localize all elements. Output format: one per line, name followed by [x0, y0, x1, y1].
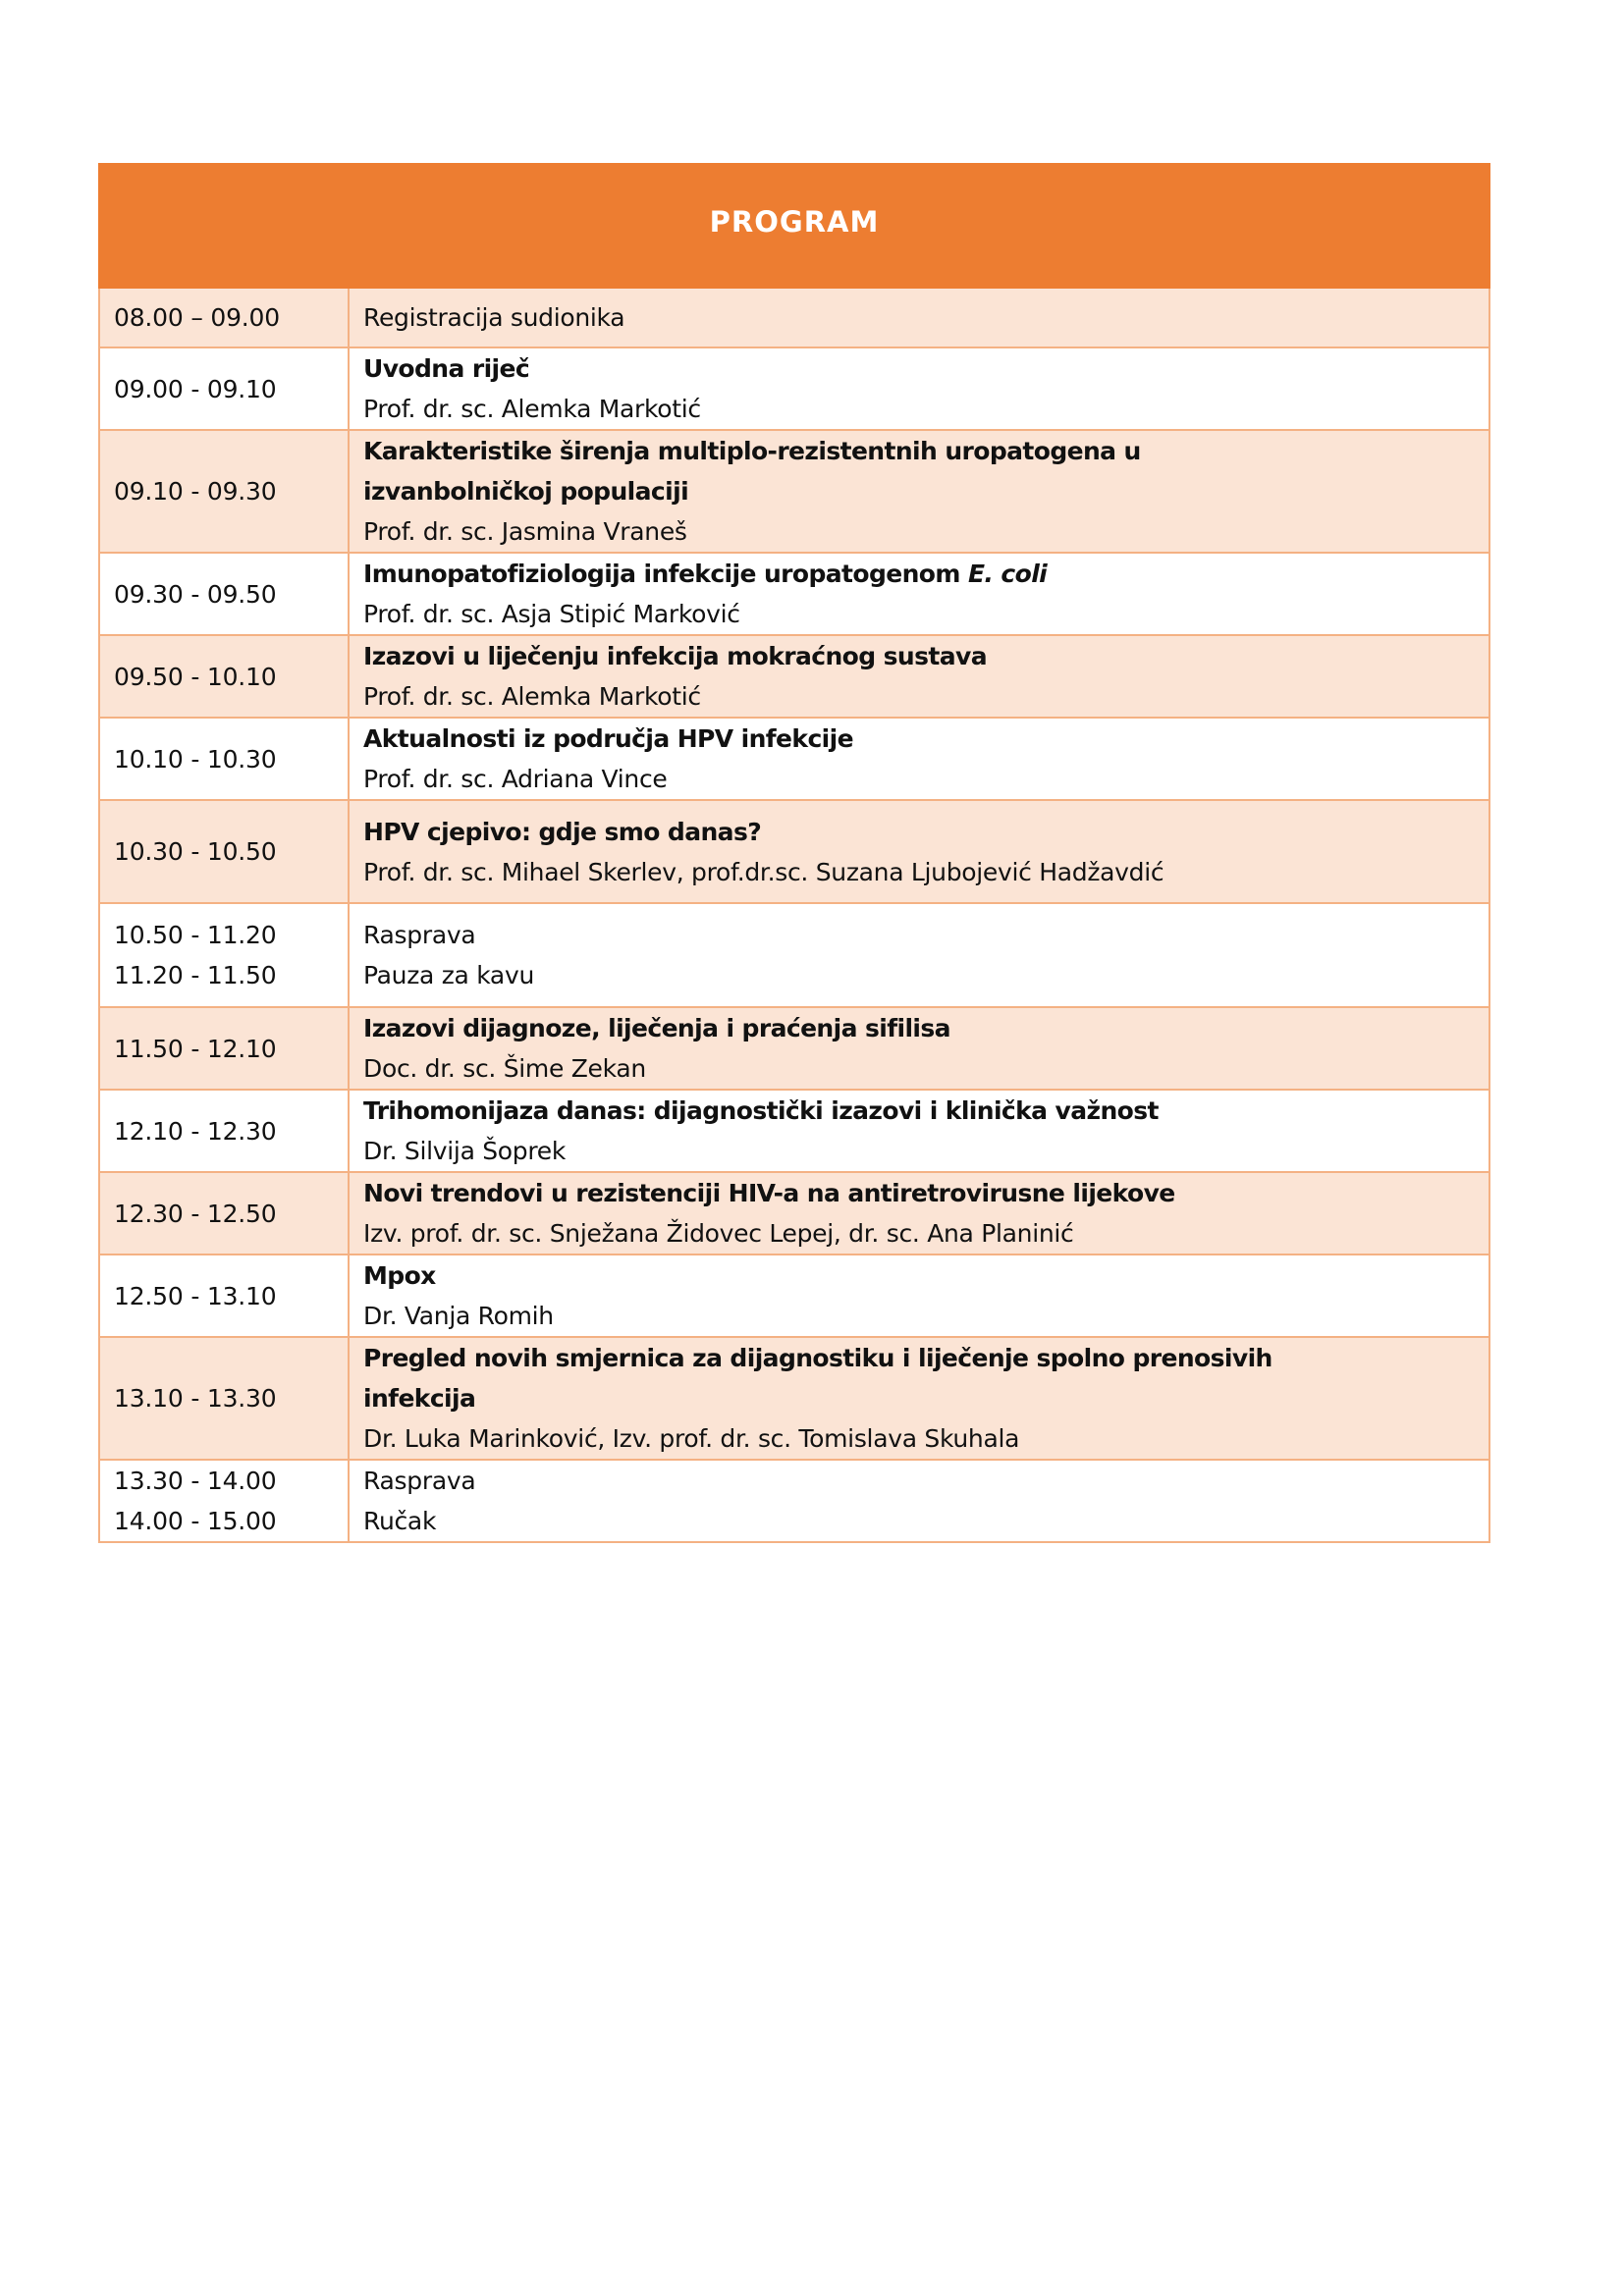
time-range: 12.30 - 12.50 [114, 1199, 277, 1228]
session-cell [349, 288, 1489, 347]
program-header [99, 164, 1489, 288]
program-table [98, 163, 1490, 1543]
line-text: Karakteristike širenja multiplo-rezistentnih uropatogena u [363, 437, 1141, 465]
line-text: HPV cjepivo: gdje smo danas? [363, 817, 762, 846]
session-title [363, 719, 1489, 759]
session-item [363, 955, 1489, 995]
session-item [363, 297, 1489, 338]
schedule-row [99, 1172, 1489, 1255]
program-title: PROGRAM [709, 205, 880, 239]
line-text: Mpox [363, 1261, 436, 1290]
time-cell [99, 1007, 349, 1090]
session-title [363, 1338, 1489, 1378]
time-cell [99, 288, 349, 347]
session-cell [349, 430, 1489, 553]
schedule-row [99, 635, 1489, 718]
line-text: Pregled novih smjernica za dijagnostiku i liječenje spolno prenosivih [363, 1344, 1272, 1372]
session-title [363, 554, 1489, 594]
time-range: 13.10 - 13.30 [114, 1384, 277, 1413]
line-text: Ručak [363, 1507, 437, 1535]
line-text: Registracija sudionika [363, 303, 625, 332]
session-speaker [363, 594, 1489, 634]
session-cell [349, 800, 1489, 903]
line-text: izvanbolničkoj populaciji [363, 477, 689, 506]
time-range: 14.00 - 15.00 [114, 1507, 277, 1535]
session-title [363, 348, 1489, 389]
session-speaker [363, 1418, 1489, 1459]
time-cell [99, 1090, 349, 1172]
schedule-row [99, 1255, 1489, 1337]
schedule-row [99, 1460, 1489, 1542]
time-range: 10.30 - 10.50 [114, 837, 277, 866]
line-text: Uvodna riječ [363, 354, 530, 383]
session-title [363, 636, 1489, 676]
session-title [363, 1008, 1489, 1048]
time-cell [99, 635, 349, 718]
session-title [363, 812, 1489, 852]
time-range: 13.30 - 14.00 [114, 1467, 277, 1495]
line-text: Prof. dr. sc. Adriana Vince [363, 765, 668, 793]
session-cell [349, 553, 1489, 635]
line-text: Izv. prof. dr. sc. Snježana Židovec Lepej, dr. sc. Ana Planinić [363, 1219, 1074, 1248]
time-range: 12.10 - 12.30 [114, 1116, 277, 1146]
session-speaker [363, 1048, 1489, 1089]
time-cell [99, 347, 349, 430]
session-title [363, 471, 1489, 511]
session-title [363, 1255, 1489, 1296]
time-cell [99, 1255, 349, 1337]
line-text: Prof. dr. sc. Alemka Markotić [363, 395, 701, 423]
time-range: 09.50 - 10.10 [114, 662, 277, 691]
time-cell [99, 800, 349, 903]
line-text: Dr. Vanja Romih [363, 1302, 554, 1330]
time-cell [99, 1172, 349, 1255]
line-text: Imunopatofiziologija infekcije uropatogenom [363, 560, 968, 588]
session-cell [349, 1255, 1489, 1337]
line-text: Dr. Luka Marinković, Izv. prof. dr. sc. Tomislava Skuhala [363, 1424, 1020, 1453]
schedule-row [99, 430, 1489, 553]
session-cell [349, 1337, 1489, 1460]
line-text: infekcija [363, 1384, 476, 1413]
session-speaker [363, 1213, 1489, 1254]
session-cell [349, 718, 1489, 800]
session-cell [349, 347, 1489, 430]
line-text: Prof. dr. sc. Asja Stipić Marković [363, 600, 740, 628]
schedule-row [99, 553, 1489, 635]
italic-term: E. coli [967, 560, 1048, 588]
line-text: Aktualnosti iz područja HPV infekcije [363, 724, 853, 753]
time-range: 11.20 - 11.50 [114, 961, 277, 989]
session-speaker [363, 511, 1489, 552]
line-text: Doc. dr. sc. Šime Zekan [363, 1054, 646, 1083]
time-cell [99, 553, 349, 635]
schedule-row [99, 718, 1489, 800]
schedule-row [99, 1090, 1489, 1172]
time-range: 10.10 - 10.30 [114, 744, 277, 774]
session-title [363, 1173, 1489, 1213]
schedule-row [99, 903, 1489, 1007]
session-cell [349, 1090, 1489, 1172]
session-speaker [363, 676, 1489, 717]
line-text: Trihomonijaza danas: dijagnostički izazovi i klinička važnost [363, 1096, 1159, 1125]
program-header-row [99, 164, 1489, 288]
line-text: Dr. Silvija Šoprek [363, 1137, 567, 1165]
time-range: 09.10 - 09.30 [114, 477, 277, 506]
session-cell [349, 1007, 1489, 1090]
line-text: Rasprava [363, 1467, 476, 1495]
time-range: 09.00 - 09.10 [114, 374, 277, 403]
session-item [363, 1501, 1489, 1541]
session-title [363, 431, 1489, 471]
line-text: Prof. dr. sc. Alemka Markotić [363, 682, 701, 711]
time-cell [99, 1460, 349, 1542]
session-item [363, 1461, 1489, 1501]
session-cell [349, 635, 1489, 718]
session-cell [349, 1172, 1489, 1255]
time-range: 09.30 - 09.50 [114, 579, 277, 609]
line-text: Prof. dr. sc. Jasmina Vraneš [363, 517, 687, 546]
line-text: Novi trendovi u rezistenciji HIV-a na antiretrovirusne lijekove [363, 1179, 1175, 1207]
session-cell [349, 903, 1489, 1007]
session-speaker [363, 389, 1489, 429]
schedule-row [99, 288, 1489, 347]
schedule-row [99, 800, 1489, 903]
schedule-row [99, 347, 1489, 430]
session-speaker [363, 1131, 1489, 1171]
line-text: Rasprava [363, 921, 476, 949]
session-item [363, 915, 1489, 955]
session-speaker [363, 852, 1489, 892]
schedule-row [99, 1337, 1489, 1460]
time-range: 10.50 - 11.20 [114, 921, 277, 949]
line-text: Prof. dr. sc. Mihael Skerlev, prof.dr.sc. Suzana Ljubojević Hadžavdić [363, 857, 1164, 886]
time-cell [99, 1337, 349, 1460]
session-title [363, 1378, 1489, 1418]
line-text: Izazovi u liječenju infekcija mokraćnog sustava [363, 642, 987, 670]
program-rows [99, 288, 1489, 1542]
time-cell [99, 430, 349, 553]
line-text: Izazovi dijagnoze, liječenja i praćenja sifilisa [363, 1014, 950, 1042]
session-speaker [363, 1296, 1489, 1336]
session-cell [349, 1460, 1489, 1542]
schedule-row [99, 1007, 1489, 1090]
time-range: 08.00 – 09.00 [114, 303, 280, 332]
time-range: 12.50 - 13.10 [114, 1281, 277, 1310]
time-cell [99, 718, 349, 800]
session-title [363, 1091, 1489, 1131]
time-cell [99, 903, 349, 1007]
time-range: 11.50 - 12.10 [114, 1034, 277, 1063]
line-text: Pauza za kavu [363, 961, 534, 989]
session-speaker [363, 759, 1489, 799]
